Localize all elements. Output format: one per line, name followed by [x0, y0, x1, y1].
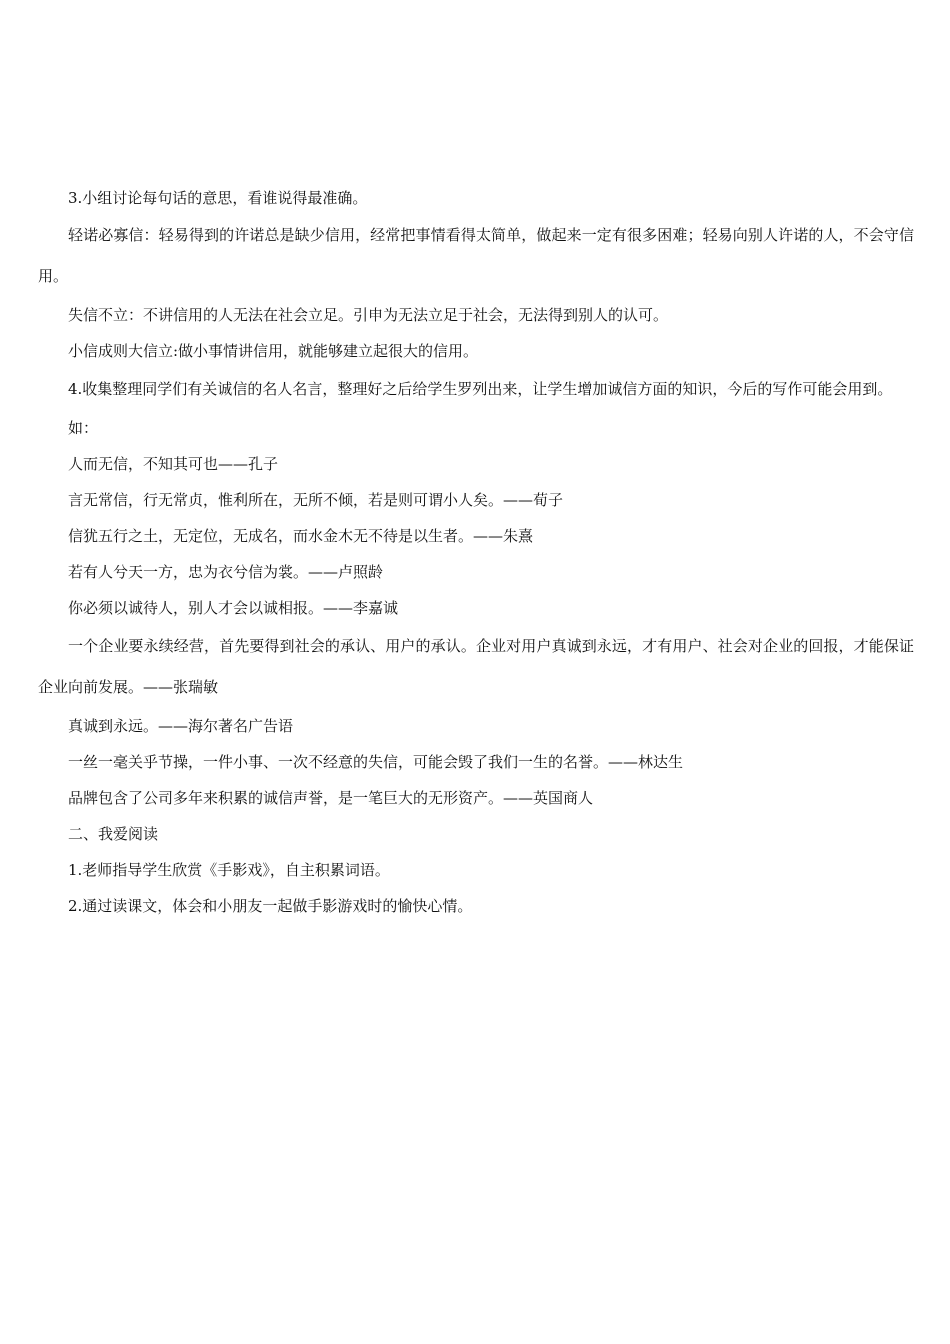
- quote-zhuxi: 信犹五行之土，无定位，无成名，而水金木无不待是以生者。——朱熹: [68, 527, 534, 545]
- section-heading-reading: 二、我爱阅读: [68, 825, 159, 843]
- paragraph-group-discussion: 3.小组讨论每句话的意思，看谁说得最准确。: [68, 189, 368, 207]
- quote-lijiacheng: 你必须以诚待人，别人才会以诚相报。——李嘉诚: [68, 599, 399, 617]
- paragraph-shixin-buli: 失信不立：不讲信用的人无法在社会立足。引申为无法立足于社会，无法得到别人的认可。: [68, 306, 669, 324]
- quote-haier-slogan: 真诚到永远。——海尔著名广告语: [68, 717, 294, 735]
- quote-zhangruimin: 一个企业要永续经营，首先要得到社会的承认、用户的承认。企业对用户真诚到永远，才有用户、社会对企业的回报，才能保证企业向前发展。——张瑞敏: [38, 637, 914, 696]
- paragraph-read-text: 2.通过读课文，体会和小朋友一起做手影游戏时的愉快心情。: [68, 897, 473, 915]
- paragraph-xiaoxin-daxin: 小信成则大信立:做小事情讲信用，就能够建立起很大的信用。: [68, 342, 479, 360]
- paragraph-example-label: 如：: [68, 419, 99, 437]
- paragraph-collect-quotes: 4.收集整理同学们有关诚信的名人名言，整理好之后给学生罗列出来，让学生增加诚信方面的知识，今后的写作可能会用到。: [68, 380, 893, 398]
- quote-luzhaoling: 若有人兮天一方，忠为衣兮信为裳。——卢照龄: [68, 563, 384, 581]
- quote-xunzi: 言无常信，行无常贞，惟利所在，无所不倾，若是则可谓小人矣。——荀子: [68, 491, 564, 509]
- paragraph-shadow-play: 1.老师指导学生欣赏《手影戏》，自主积累词语。: [68, 861, 390, 879]
- quote-linda-sheng: 一丝一毫关乎节操，一件小事、一次不经意的失信，可能会毁了我们一生的名誉。——林达生: [68, 753, 684, 771]
- quote-kongzi: 人而无信，不知其可也——孔子: [68, 455, 279, 473]
- quote-british-merchant: 品牌包含了公司多年来积累的诚信声誉，是一笔巨大的无形资产。——英国商人: [68, 789, 594, 807]
- paragraph-qingnuo-bi-guaxin: 轻诺必寡信：轻易得到的许诺总是缺少信用，经常把事情看得太简单，做起来一定有很多困难；轻易向别人许诺的人，不会守信用。: [38, 226, 914, 285]
- document-body: [38, 180, 914, 924]
